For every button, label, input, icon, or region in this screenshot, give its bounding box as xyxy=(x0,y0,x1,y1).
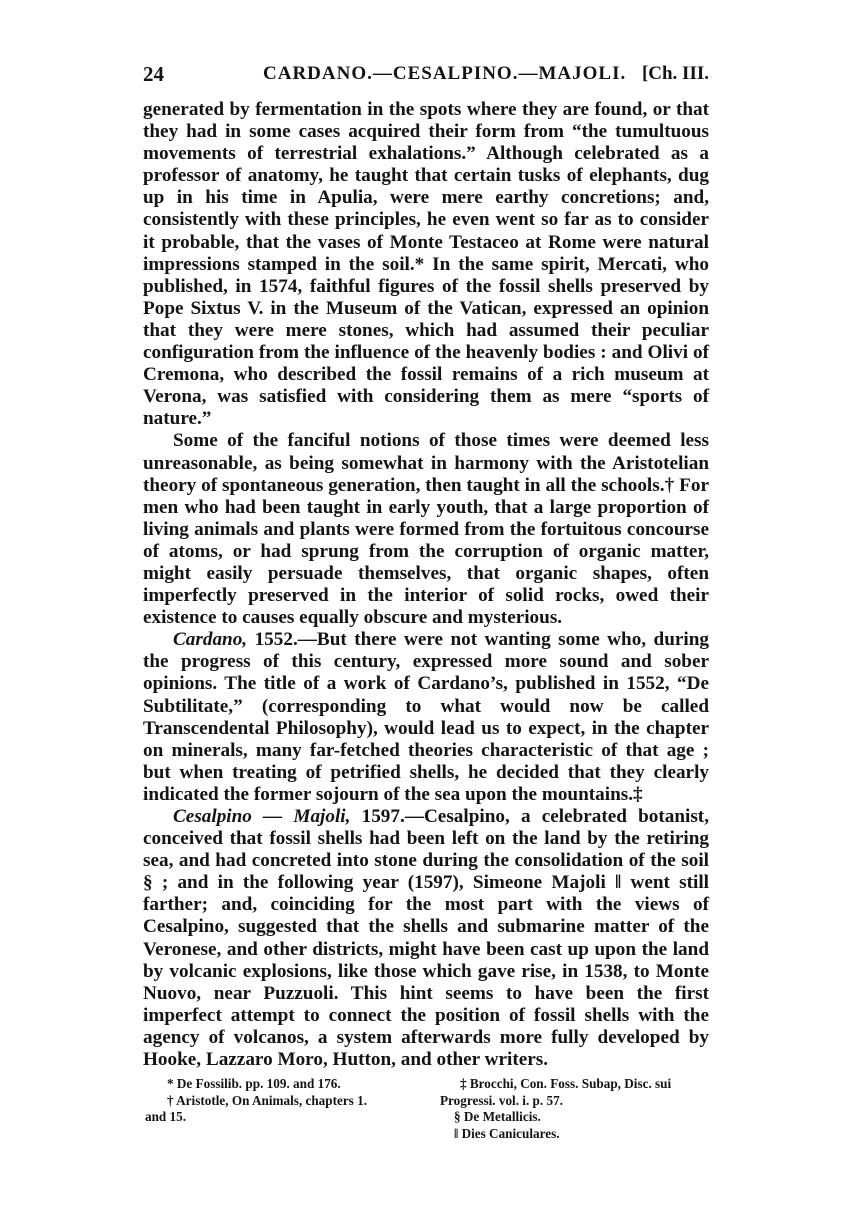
footnotes-right-column xyxy=(440,1076,712,1142)
footnote-double-dagger-cont: Progressi. vol. i. p. 57. xyxy=(440,1092,563,1108)
page-header xyxy=(143,62,709,92)
paragraph-3-text: 1552.—But there were not wanting some who, during the progress of this century, expressed more sound and sober opinions. The title of a work of Cardano’s, published in 1552, “De Subtilitate,” (corresponding to what would now be called Transcendental Philosophy), would lead us to expect, in the chapter on minerals, many far-fetched theories characteristic of that age ; but when treating of petrified shells, he decided that they clearly indicated the former sojourn of the sea upon the mountains.‡ xyxy=(143,629,709,805)
footnote-parallel: ‖ Dies Caniculares. xyxy=(454,1125,560,1141)
paragraph-4-lead: Cesalpino — Majoli, xyxy=(173,806,351,827)
footnote-section: § De Metallicis. xyxy=(454,1109,541,1124)
paragraph-3-lead: Cardano, xyxy=(173,629,248,651)
running-title: CARDANO.—CESALPINO.—MAJOLI. xyxy=(263,63,627,84)
paragraph-4-text: 1597.—Cesalpino, a celebrated botanist, conceived that fossil shells had been left on the land by the retiring sea, and had concreted into stone during the consolidation of the soil § ; and in the following year (1597), Simeone Majoli ‖ went still farther; and, coinciding for the most part with the views of Cesalpino, suggested that the shells and submarine matter of the Veronese, and other districts, might have been cast up upon the land by volcanic explosions, like those which gave rise, in 1538, to Monte Nuovo, near Puzzuoli. This hint seems to have been the first imperfect attempt to connect the position of fossil shells with the agency of volcanos, a system afterwards more fully developed by Hooke, Lazzaro Moro, Hutton, and other writers. xyxy=(143,806,709,1071)
footnote-dagger-cont: and 15. xyxy=(145,1109,187,1124)
footnote-dagger: † Aristotle, On Animals, chapters 1. xyxy=(167,1092,368,1108)
page-number: 24 xyxy=(143,62,164,86)
chapter-label: [Ch. III. xyxy=(641,63,709,84)
footnotes-left-column xyxy=(145,1076,437,1126)
paragraph-3 xyxy=(143,629,709,806)
body-text xyxy=(143,99,709,1071)
footnote-double-dagger: ‡ Brocchi, Con. Foss. Subap, Disc. sui xyxy=(460,1076,672,1091)
paragraph-1: generated by fermentation in the spots where they are found, or that they had in some cases acquired their form from “the tumultuous movements of terrestrial exhalations.” Although celebrated as a professor of anatomy, he taught that certain tusks of elephants, dug up in his time in Apulia, were mere earthy concretions; and, consistently with these principles, he even went so far as to consider it probable, that the vases of Monte Testaceo at Rome were natural impressions stamped in the soil.* In the same spirit, Mercati, who published, in 1574, faithful figures of the fossil shells preserved by Pope Sixtus V. in the Museum of the Vatican, expressed an opinion that they were mere stones, which had assumed their peculiar configuration from the influence of the heavenly bodies : and Olivi of Cremona, who described the fossil remains of a rich museum at Verona, was satisfied with considering them as mere “sports of nature.” xyxy=(143,99,709,430)
paragraph-4 xyxy=(143,806,709,1071)
paragraph-2: Some of the fanciful notions of those times were deemed less unreasonable, as being somewhat in harmony with the Aristotelian theory of spontaneous generation, then taught in all the schools.† For men who had been taught in early youth, that a large proportion of living animals and plants were formed from the fortuitous concourse of atoms, or had sprung from the corruption of organic matter, might easily persuade themselves, that organic shapes, often imperfectly preserved in the interior of solid rocks, owed their existence to causes equally obscure and mysterious. xyxy=(143,430,709,629)
footnote-star: * De Fossilib. pp. 109. and 176. xyxy=(167,1076,341,1091)
